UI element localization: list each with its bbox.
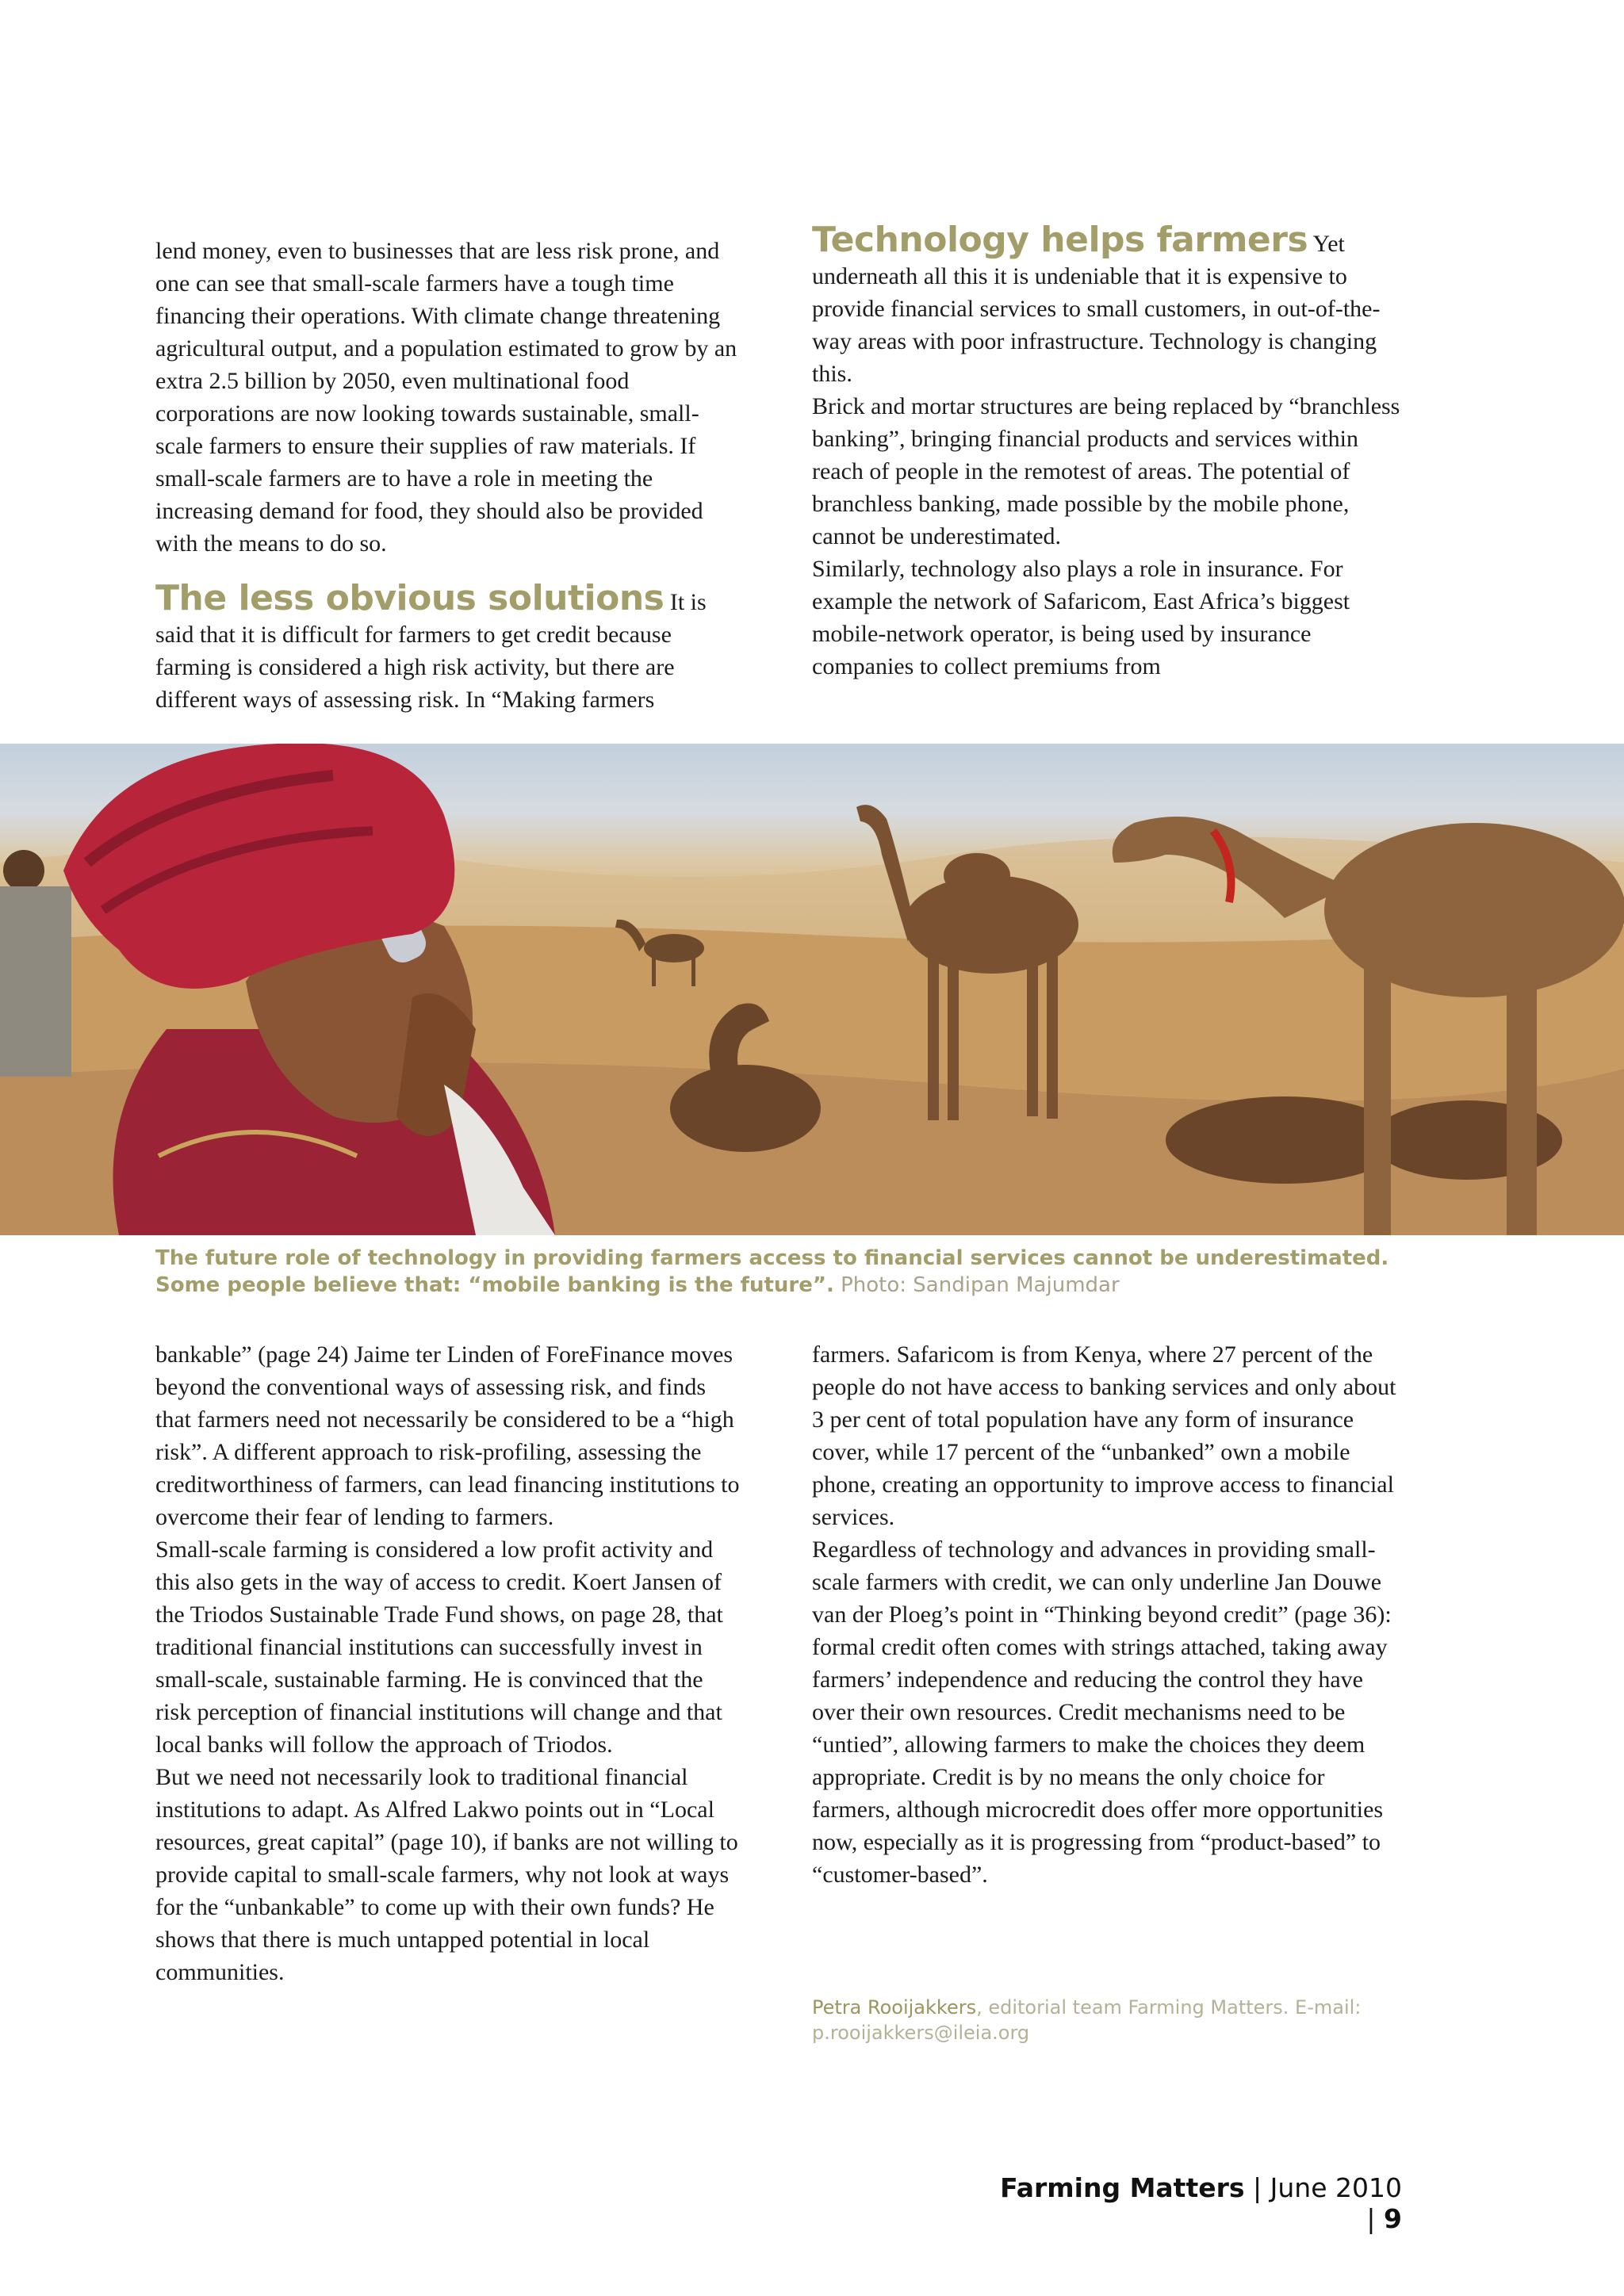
article-column-left-bottom [155,1338,744,1988]
issue-date: June 2010 [1270,2172,1402,2203]
author-name: Petra Rooijakkers [812,1996,977,2019]
paragraph [812,220,1403,390]
article-column-left-top [155,235,744,716]
page-footer [990,2172,1402,2234]
paragraph: bankable” (page 24) Jaime ter Linden of ForeFinance moves beyond the conventional ways of assessing risk, and finds that farmers need not necessarily be considered to be a “high risk”. A different approach to risk-profiling, assessing the creditworthiness of farmers, can lead financing institutions to overcome their fear of lending to farmers. [155,1341,740,1530]
author-email[interactable]: p.rooijakkers@ileia.org [812,2022,1030,2044]
author-credit [812,1995,1415,2045]
author-role: , editorial team Farming Matters. E-mail: [976,1996,1362,2019]
magazine-title: Farming Matters [1000,2172,1245,2203]
photo-credit: Photo: Sandipan Majumdar [841,1273,1120,1297]
article-column-right-top [812,220,1403,683]
paragraph-text: It is said that it is difficult for farmers to get credit because farming is considered a high risk activity, but there are different ways of assessing risk. In “Making farmers [155,589,707,713]
paragraph: Regardless of technology and advances in providing small-scale farmers with credit, we can only underline Jan Douwe van der Ploeg’s point in “Thinking beyond credit” (page 36): formal credit often comes with strings attached, taking away farmers’ independence and reducing the control they have over their own resources. Credit mechanisms need to be “untied”, allowing farmers to make the choices they deem appropriate. Credit is by no means the only choice for farmers, although microcredit does offer more opportunities now, especially as it is progressing from “product-based” to “customer-based”. [812,1536,1392,1888]
section-heading: Technology helps farmers [812,220,1308,260]
photo-illustration [0,744,1624,1235]
article-column-right-bottom [812,1338,1403,1891]
page-number: 9 [1384,2203,1402,2234]
paragraph: Small-scale farming is considered a low profit activity and this also gets in the way of access to credit. Koert Jansen of the Triodos Sustainable Trade Fund shows, on page 28, that traditional financial institutions can successfully invest in small-scale, sustainable farming. He is convinced that the risk perception of financial institutions will change and that local banks will follow the approach of Triodos. [155,1536,723,1758]
footer-separator: | [1244,2172,1270,2203]
paragraph: But we need not necessarily look to traditional financial institutions to adapt. As Alfred Lakwo points out in “Local resources, great capital” (page 10), if banks are not willing to provide capital to small-scale farmers, why not look at ways for the “unbankable” to come up with their own funds? He shows that there is much untapped potential in local communities. [155,1764,738,1985]
paragraph: Brick and mortar structures are being replaced by “branchless banking”, bringing financial products and services within reach of people in the remotest of areas. The potential of branchless banking, made possible by the mobile phone, cannot be underestimated. [812,393,1400,549]
paragraph: Similarly, technology also plays a role in insurance. For example the network of Safaricom, East Africa’s biggest mobile-network operator, is being used by insurance companies to collect premiums from [812,556,1350,679]
paragraph: lend money, even to businesses that are less risk prone, and one can see that small-scale farmers have a tough time financing their operations. With climate change threatening agricultural output, and a population estimated to grow by an extra 2.5 billion by 2050, even multinational food corporations are now looking towards sustainable, small-scale farmers to ensure their supplies of raw materials. If small-scale farmers are to have a role in meeting the increasing demand for food, they should also be provided with the means to do so. [155,238,737,557]
article-photo [0,744,1624,1235]
section-heading: The less obvious solutions [155,578,665,618]
footer-separator: | [1366,2203,1385,2234]
paragraph: farmers. Safaricom is from Kenya, where 27 percent of the people do not have access to banking services and only about 3 per cent of total population have any form of insurance cover, while 17 percent of the “unbanked” own a mobile phone, creating an opportunity to improve access to financial services. [812,1341,1396,1530]
paragraph-text: Yet underneath all this it is undeniable that it is expensive to provide financial services to small customers, in out-of-the-way areas with poor infrastructure. Technology is changing this. [812,231,1381,387]
photo-caption [155,1245,1424,1299]
caption-text: The future role of technology in providing farmers access to financial services cannot be underestimated. Some people believe that: “mobile banking is the future”. [155,1246,1389,1297]
paragraph [155,578,744,716]
